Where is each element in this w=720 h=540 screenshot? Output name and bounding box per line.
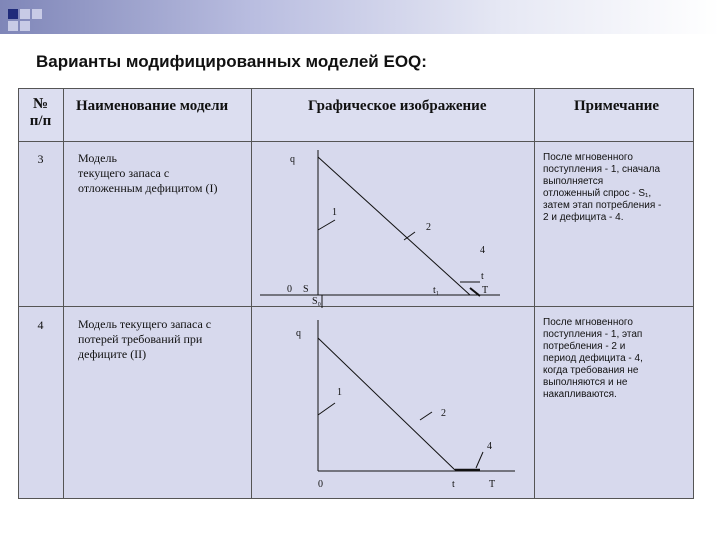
row-model-name xyxy=(78,317,211,362)
note-line: отложенный спрос - S₁, xyxy=(543,188,652,199)
row-note xyxy=(543,317,643,401)
note-line: После мгновенного xyxy=(543,317,633,328)
header-model-name: Наименование модели xyxy=(76,98,229,114)
row-model-name xyxy=(78,151,218,196)
decorative-square xyxy=(8,9,18,19)
note-line: когда требования не xyxy=(543,365,639,376)
header-number-line1: № xyxy=(32,96,49,112)
label-4: 4 xyxy=(480,245,485,256)
inventory-graph-lost-demand xyxy=(252,312,534,494)
note-line: После мгновенного xyxy=(543,152,633,163)
table-border-top xyxy=(18,88,694,89)
label-t: t xyxy=(452,479,455,490)
note-line: период дефицита - 4, xyxy=(543,353,643,364)
note-line: затем этап потребления - xyxy=(543,200,662,211)
model-name-line: потерей требований при xyxy=(78,332,203,346)
label-2: 2 xyxy=(441,408,446,419)
header-note: Примечание xyxy=(574,98,660,114)
note-line: выполняется xyxy=(543,176,604,187)
note-line: выполняются и не xyxy=(543,377,628,388)
note-line: 2 и дефицита - 4. xyxy=(543,212,624,223)
label-1: 1 xyxy=(332,207,337,218)
label-t1: t₁ xyxy=(433,285,440,296)
note-line: поступления - 1, этап xyxy=(543,329,643,340)
leader-line-2 xyxy=(420,412,432,420)
model-name-line: текущего запаса с xyxy=(78,166,170,180)
header-number-line2: п/п xyxy=(29,113,52,129)
note-line: поступления - 1, сначала xyxy=(543,164,661,175)
label-T: T xyxy=(489,479,496,490)
decorative-square xyxy=(20,9,30,19)
row-note xyxy=(543,152,661,224)
decorative-square xyxy=(20,21,30,31)
decorative-square xyxy=(32,9,42,19)
inventory-graph-deferred-deficit xyxy=(252,142,534,308)
header-graph: Графическое изображение xyxy=(308,98,487,114)
leader-line-4 xyxy=(476,452,483,468)
label-2: 2 xyxy=(426,222,431,233)
slide-title: Варианты модифицированных моделей EOQ: xyxy=(36,52,427,71)
table-border-bottom xyxy=(18,498,694,499)
consumption-line xyxy=(318,338,455,470)
table-border-left xyxy=(18,88,19,499)
header-number xyxy=(18,96,63,130)
decorative-header-bar xyxy=(0,0,720,34)
label-S0: S₀ xyxy=(312,296,322,307)
consumption-line xyxy=(318,157,470,295)
label-q: q xyxy=(290,154,295,165)
model-name-line: Модель xyxy=(78,151,117,165)
note-line: потребления - 2 и xyxy=(543,341,626,352)
model-name-line: отложенным дефицитом (I) xyxy=(78,181,218,195)
label-1: 1 xyxy=(337,387,342,398)
label-T: T xyxy=(482,285,489,296)
column-divider xyxy=(63,88,64,499)
note-line: накапливаются. xyxy=(543,389,617,400)
label-zero: 0 xyxy=(318,479,323,490)
column-divider xyxy=(534,88,535,499)
row-number: 3 xyxy=(37,152,44,166)
leader-line-1 xyxy=(318,403,335,415)
label-S: S xyxy=(303,284,309,295)
label-4: 4 xyxy=(487,441,492,452)
table-border-right xyxy=(693,88,694,499)
row-number: 4 xyxy=(37,318,44,332)
label-zero: 0 xyxy=(287,284,292,295)
model-name-line: дефиците (II) xyxy=(78,347,147,361)
model-name-line: Модель текущего запаса с xyxy=(78,317,212,331)
decorative-square xyxy=(8,21,18,31)
label-q: q xyxy=(296,328,301,339)
leader-line-1 xyxy=(318,220,335,230)
label-t: t xyxy=(481,271,484,282)
